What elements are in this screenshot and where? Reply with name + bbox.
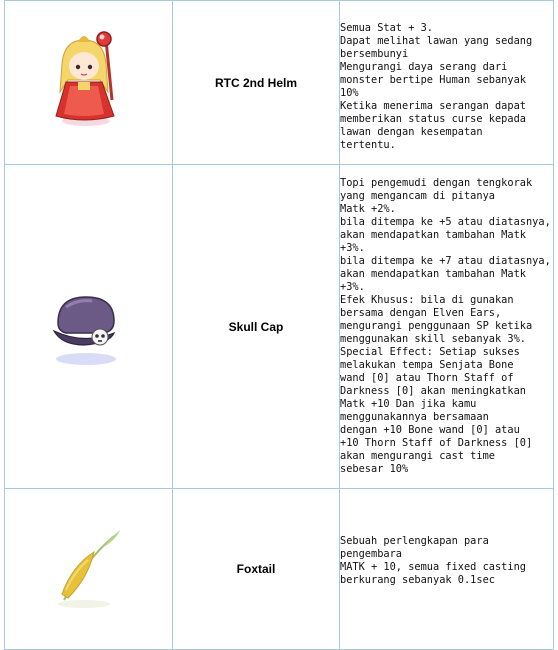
table-row bbox=[5, 1, 554, 165]
table-row bbox=[5, 489, 554, 650]
description-line: Special Effect: Setiap sukses bbox=[340, 346, 520, 358]
item-name: Skull Cap bbox=[173, 165, 340, 489]
item-description bbox=[340, 489, 554, 650]
item-image-cell bbox=[5, 489, 173, 650]
description-line: bila ditempa ke +5 atau diatasnya, bbox=[340, 216, 551, 228]
description-line: tertentu. bbox=[340, 138, 396, 151]
description-line: Darkness [0] akan meningkatkan bbox=[340, 385, 526, 397]
description-line: Ketika menerima serangan dapat bbox=[340, 99, 526, 112]
description-line: yang mengancam di pitanya bbox=[340, 190, 495, 202]
description-line: mengurangi penggunaan SP ketika bbox=[340, 320, 533, 332]
description-line: bersama dengan Elven Ears, bbox=[340, 307, 502, 319]
table-row bbox=[5, 165, 554, 489]
description-line: +3%. bbox=[340, 281, 365, 293]
description-line: melakukan tempa Senjata Bone bbox=[340, 359, 514, 371]
description-line: memberikan status curse kepada bbox=[340, 112, 526, 125]
description-line: Matk +2%. bbox=[340, 203, 396, 215]
item-image-cell bbox=[5, 1, 173, 165]
description-line: Semua Stat + 3. bbox=[340, 21, 433, 34]
foxtail-plant-icon bbox=[44, 522, 134, 612]
description-line: Topi pengemudi dengan tengkorak bbox=[340, 177, 533, 189]
item-description bbox=[340, 165, 554, 489]
description-line: Dapat melihat lawan yang sedang bbox=[340, 34, 533, 47]
description-line: menggunakan skill sebanyak 3%. bbox=[340, 333, 526, 345]
description-line: pengembara bbox=[340, 548, 402, 560]
item-table bbox=[4, 0, 554, 650]
description-line: Mengurangi daya serang dari bbox=[340, 60, 508, 73]
description-line: akan mendapatkan tambahan Matk bbox=[340, 229, 526, 241]
description-line: bila ditempa ke +7 atau diatasnya, bbox=[340, 255, 551, 267]
description-line: akan mengurangi cast time bbox=[340, 450, 495, 462]
description-line: dengan +10 Bone wand [0] atau bbox=[340, 424, 520, 436]
description-line: +3%. bbox=[340, 242, 365, 254]
description-line: bersembunyi bbox=[340, 47, 409, 60]
red-dress-mage-icon bbox=[44, 30, 134, 130]
item-name: Foxtail bbox=[173, 489, 340, 650]
description-line: menggunakannya bersamaan bbox=[340, 411, 489, 423]
description-line: 10% bbox=[340, 86, 359, 99]
description-line: berkurang sebanyak 0.1sec bbox=[340, 574, 495, 586]
item-description bbox=[340, 1, 554, 165]
item-name: RTC 2nd Helm bbox=[173, 1, 340, 165]
description-line: monster bertipe Human sebanyak bbox=[340, 73, 526, 86]
description-line: MATK + 10, semua fixed casting bbox=[340, 561, 526, 573]
description-line: lawan dengan kesempatan bbox=[340, 125, 483, 138]
description-line: +10 Thorn Staff of Darkness [0] bbox=[340, 437, 533, 449]
description-line: akan mendapatkan tambahan Matk bbox=[340, 268, 526, 280]
description-line: sebesar 10% bbox=[340, 463, 409, 475]
skull-cap-icon bbox=[44, 279, 134, 369]
item-image-cell bbox=[5, 165, 173, 489]
description-line: Sebuah perlengkapan para bbox=[340, 535, 489, 547]
description-line: wand [0] atau Thorn Staff of bbox=[340, 372, 514, 384]
description-line: Efek Khusus: bila di gunakan bbox=[340, 294, 514, 306]
description-line: Matk +10 Dan jika kamu bbox=[340, 398, 477, 410]
